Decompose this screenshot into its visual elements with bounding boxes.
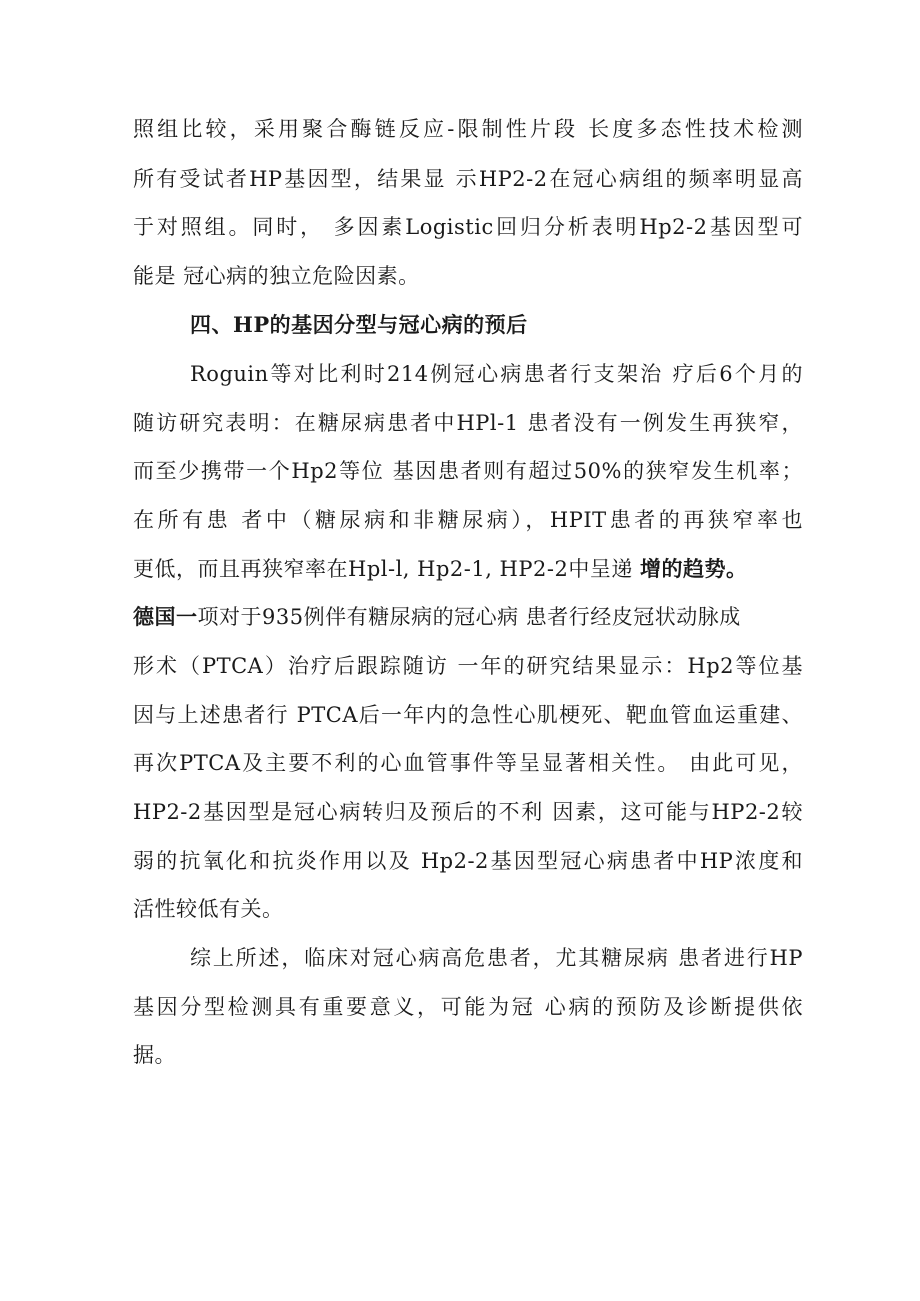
paragraph-2-line-3: 而至少携带一个Hp2等位 基因患者则有超过50%的狭窄发生机率； (133, 459, 803, 483)
paragraph-2-line-11: 弱的抗氧化和抗炎作用以及 Hp2-2基因型冠心病患者中HP浓度和 (133, 849, 803, 873)
paragraph-1-line-1: 照组比较，采用聚合酶链反应-限制性片段 长度多态性技术检测 (133, 117, 803, 141)
paragraph-2-line-1: Roguin等对比利时214例冠心病患者行支架治 疗后6个月的 (190, 362, 803, 386)
paragraph-1-line-2: 所有受试者HP基因型，结果显 示HP2-2在冠心病组的频率明显高 (133, 167, 803, 191)
paragraph-2-line-8: 因与上述患者行 PTCA后一年内的急性心肌梗死、靶血管血运重建、 (133, 703, 803, 727)
paragraph-1-line-3: 于对照组。同时， 多因素Logistic回归分析表明Hp2-2基因型可 (133, 215, 803, 239)
paragraph-2-line-5-text: 更低，而且再狭窄率在Hpl-l, Hp2-1, HP2-2中呈递 (133, 557, 640, 581)
paragraph-1-line-4: 能是 冠心病的独立危险因素。 (133, 264, 420, 288)
paragraph-2-line-10: HP2-2基因型是冠心病转归及预后的不利 因素，这可能与HP2-2较 (133, 800, 803, 824)
paragraph-2-line-2: 随访研究表明：在糖尿病患者中HPl-1 患者没有一例发生再狭窄， (133, 411, 803, 435)
paragraph-2-line-9: 再次PTCA及主要不利的心血管事件等呈显著相关性。 由此可见， (133, 751, 803, 775)
paragraph-2-line-6-bold: 德国一 (133, 604, 198, 629)
paragraph-2-line-5-bold: 增的趋势。 (640, 556, 748, 581)
section-heading: 四、HP的基因分型与冠心病的预后 (190, 312, 528, 337)
paragraph-2-line-6 (133, 603, 803, 631)
paragraph-2-line-7: 形术（PTCA）治疗后跟踪随访 一年的研究结果显示：Hp2等位基 (133, 654, 803, 678)
paragraph-2-line-12: 活性较低有关。 (133, 897, 284, 921)
paragraph-3-line-1: 综上所述，临床对冠心病高危患者，尤其糖尿病 患者进行HP (190, 946, 803, 970)
paragraph-2-line-4: 在所有患 者中（糖尿病和非糖尿病），HPIT患者的再狭窄率也 (133, 508, 803, 532)
paragraph-2-line-5 (133, 555, 803, 583)
paragraph-3-line-2: 基因分型检测具有重要意义，可能为冠 心病的预防及诊断提供依 (133, 995, 803, 1019)
paragraph-3-line-3: 据。 (133, 1043, 176, 1067)
paragraph-2-line-6-text: 项对于935例伴有糖尿病的冠心病 患者行经皮冠状动脉成 (197, 605, 741, 629)
